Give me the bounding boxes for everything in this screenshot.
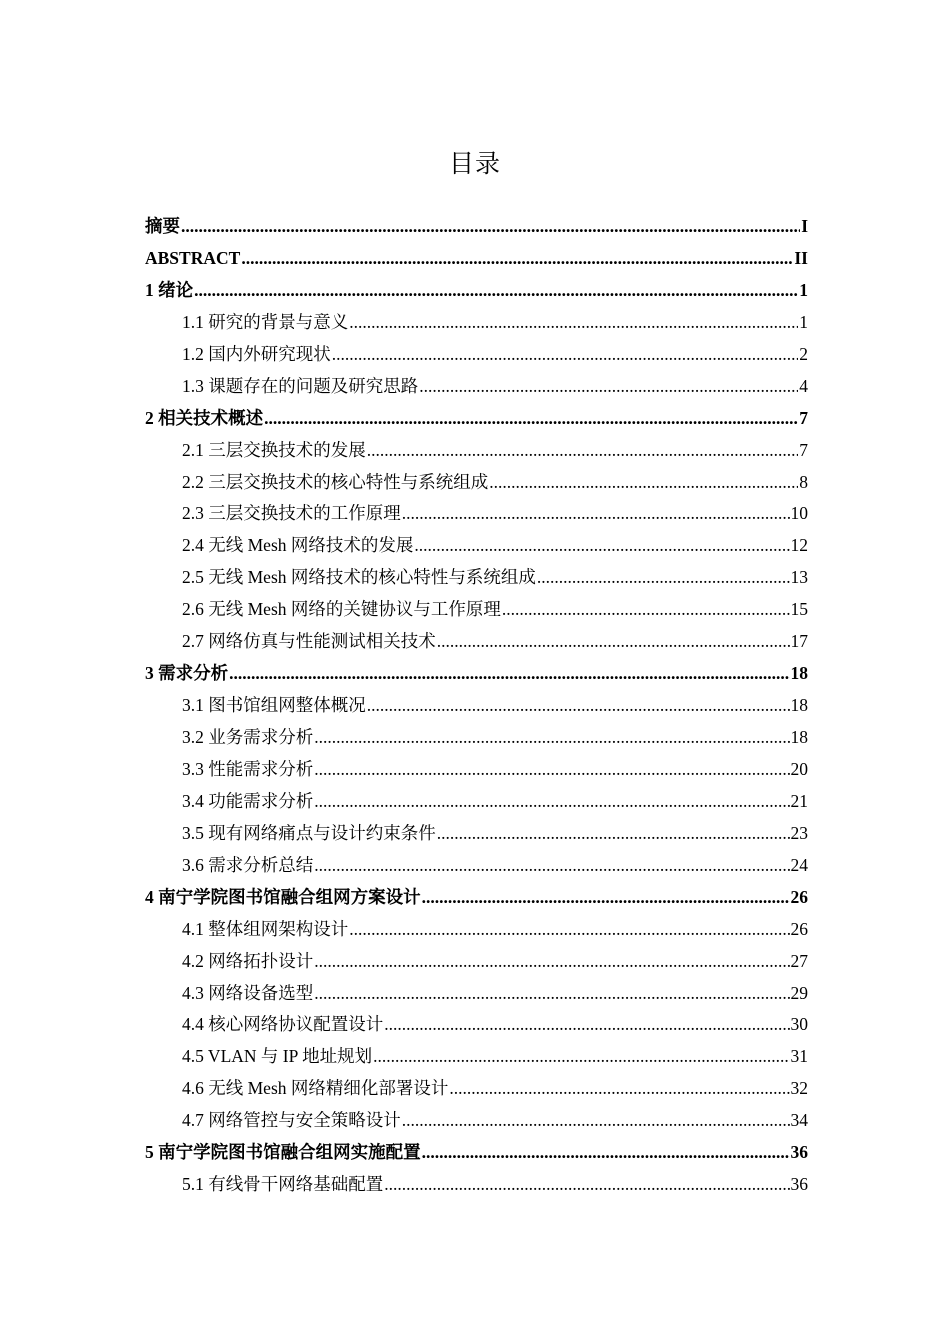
toc-page-number: 13 [790,567,808,588]
toc-entry-label: 4.6 无线 Mesh 网络精细化部署设计 [182,1078,449,1099]
toc-entry-label: 4.1 整体组网架构设计 [182,918,349,939]
toc-page-number: 21 [790,790,808,811]
toc-page-number: 1 [799,311,808,332]
toc-dot-leader [241,243,793,275]
toc-section-entry[interactable] [145,914,808,946]
toc-page-number: 1 [799,279,808,300]
toc-entry-label: 3.3 性能需求分析 [182,758,314,779]
toc-dot-leader [314,754,789,786]
toc-section-entry[interactable] [145,562,808,594]
toc-chapter-entry[interactable] [145,403,808,435]
toc-entry-label: 1 绪论 [145,279,194,300]
toc-dot-leader [181,211,800,243]
toc-dot-leader [414,530,789,562]
toc-page-number: 2 [799,343,808,364]
toc-page-number: 26 [790,918,808,939]
toc-section-entry[interactable] [145,786,808,818]
toc-dot-leader [194,275,798,307]
toc-entry-label: 5.1 有线骨干网络基础配置 [182,1174,384,1195]
toc-section-entry[interactable] [145,467,808,499]
toc-dot-leader [349,307,798,339]
toc-dot-leader [384,1169,789,1201]
toc-dot-leader [422,882,790,914]
toc-section-entry[interactable] [145,307,808,339]
toc-entry-label: 1.2 国内外研究现状 [182,343,331,364]
toc-section-entry[interactable] [145,626,808,658]
toc-section-entry[interactable] [145,1105,808,1137]
toc-page-number: 34 [790,1110,808,1131]
toc-page-number: 7 [799,407,808,428]
toc-entry-label: 3.2 业务需求分析 [182,727,314,747]
toc-page-number: 36 [790,1142,808,1163]
toc-dot-leader [422,1137,790,1169]
toc-dot-leader [449,1073,789,1105]
toc-dot-leader [502,594,790,626]
toc-entry-label: ABSTRACT [145,247,241,268]
toc-section-entry[interactable] [145,371,808,403]
toc-entry-label: 3.4 功能需求分析 [182,790,314,811]
toc-entry-label: 2.5 无线 Mesh 网络技术的核心特性与系统组成 [182,567,536,588]
toc-page-number: 32 [790,1078,808,1099]
table-of-contents [145,211,808,1201]
toc-chapter-entry[interactable] [145,275,808,307]
toc-entry-label: 4.4 核心网络协议配置设计 [182,1014,384,1035]
toc-dot-leader [264,403,798,435]
toc-dot-leader [332,339,799,371]
toc-dot-leader [402,498,790,530]
toc-page-number: 29 [790,982,808,1003]
toc-page-number: 10 [790,503,808,524]
toc-page-number: I [801,216,808,236]
toc-page-number: 23 [790,822,808,843]
toc-dot-leader [384,1009,789,1041]
toc-dot-leader [373,1041,789,1073]
toc-entry-label: 2.4 无线 Mesh 网络技术的发展 [182,535,414,556]
toc-chapter-entry[interactable] [145,211,808,243]
toc-entry-label: 4.7 网络管控与安全策略设计 [182,1110,401,1131]
toc-page-number: 7 [799,439,808,460]
toc-section-entry[interactable] [145,594,808,626]
toc-section-entry[interactable] [145,530,808,562]
toc-section-entry[interactable] [145,1009,808,1041]
toc-dot-leader [437,626,790,658]
toc-dot-leader [314,946,789,978]
toc-dot-leader [314,786,789,818]
toc-section-entry[interactable] [145,690,808,722]
toc-dot-leader [367,690,790,722]
toc-section-entry[interactable] [145,754,808,786]
toc-section-entry[interactable] [145,978,808,1010]
toc-dot-leader [489,467,798,499]
toc-dot-leader [419,371,798,403]
toc-entry-label: 2.2 三层交换技术的核心特性与系统组成 [182,471,489,492]
toc-page-number: 15 [790,599,808,620]
toc-chapter-entry[interactable] [145,882,808,914]
toc-entry-label: 5 南宁学院图书馆融合组网实施配置 [145,1142,421,1163]
toc-entry-label: 1.3 课题存在的问题及研究思路 [182,375,419,396]
toc-chapter-entry[interactable] [145,1137,808,1169]
toc-dot-leader [367,435,799,467]
toc-section-entry[interactable] [145,1041,808,1073]
toc-dot-leader [437,818,790,850]
page-title: 目录 [448,149,501,178]
toc-entry-label: 2.1 三层交换技术的发展 [182,439,366,460]
toc-entry-label: 3.5 现有网络痛点与设计约束条件 [182,822,436,843]
toc-entry-label: 3 需求分析 [145,663,229,684]
toc-page-number: 31 [790,1046,808,1067]
toc-section-entry[interactable] [145,1169,808,1201]
toc-entry-label: 2.6 无线 Mesh 网络的关键协议与工作原理 [182,599,501,620]
toc-dot-leader [349,914,789,946]
toc-page-number: 18 [790,727,808,747]
toc-entry-label: 4 南宁学院图书馆融合组网方案设计 [145,886,421,907]
toc-section-entry[interactable] [145,850,808,882]
toc-chapter-entry[interactable] [145,658,808,690]
toc-section-entry[interactable] [145,498,808,530]
toc-section-entry[interactable] [145,722,808,754]
toc-page-number: II [794,247,808,268]
toc-page-number: 17 [790,631,808,652]
toc-page-number: 12 [790,535,808,556]
toc-page-number: 4 [799,375,808,396]
toc-page-number: 30 [790,1014,808,1035]
toc-entry-label: 4.3 网络设备选型 [182,982,314,1003]
toc-dot-leader [229,658,789,690]
toc-entry-label: 2.7 网络仿真与性能测试相关技术 [182,631,436,652]
toc-page-number: 18 [790,663,808,684]
toc-section-entry[interactable] [145,435,808,467]
toc-section-entry[interactable] [145,818,808,850]
toc-dot-leader [314,722,789,754]
toc-entry-label: 4.2 网络拓扑设计 [182,950,314,971]
toc-page-number: 27 [790,950,808,971]
toc-dot-leader [314,850,789,882]
toc-page-number: 26 [790,886,808,907]
toc-chapter-entry[interactable] [145,243,808,275]
toc-dot-leader [537,562,790,594]
toc-dot-leader [402,1105,790,1137]
toc-entry-label: 2 相关技术概述 [145,407,264,428]
toc-entry-label: 2.3 三层交换技术的工作原理 [182,503,401,524]
toc-section-entry[interactable] [145,946,808,978]
toc-dot-leader [314,978,789,1010]
toc-entry-label: 4.5 VLAN 与 IP 地址规划 [182,1046,373,1067]
toc-page-number: 24 [790,854,808,875]
toc-section-entry[interactable] [145,339,808,371]
toc-page-number: 18 [790,695,808,716]
toc-entry-label: 3.1 图书馆组网整体概况 [182,695,366,716]
toc-entry-label: 摘要 [145,216,180,236]
toc-page-number: 20 [790,758,808,779]
toc-page-number: 36 [790,1174,808,1195]
toc-entry-label: 3.6 需求分析总结 [182,854,314,875]
toc-entry-label: 1.1 研究的背景与意义 [182,311,349,332]
toc-page-number: 8 [799,471,808,492]
toc-section-entry[interactable] [145,1073,808,1105]
